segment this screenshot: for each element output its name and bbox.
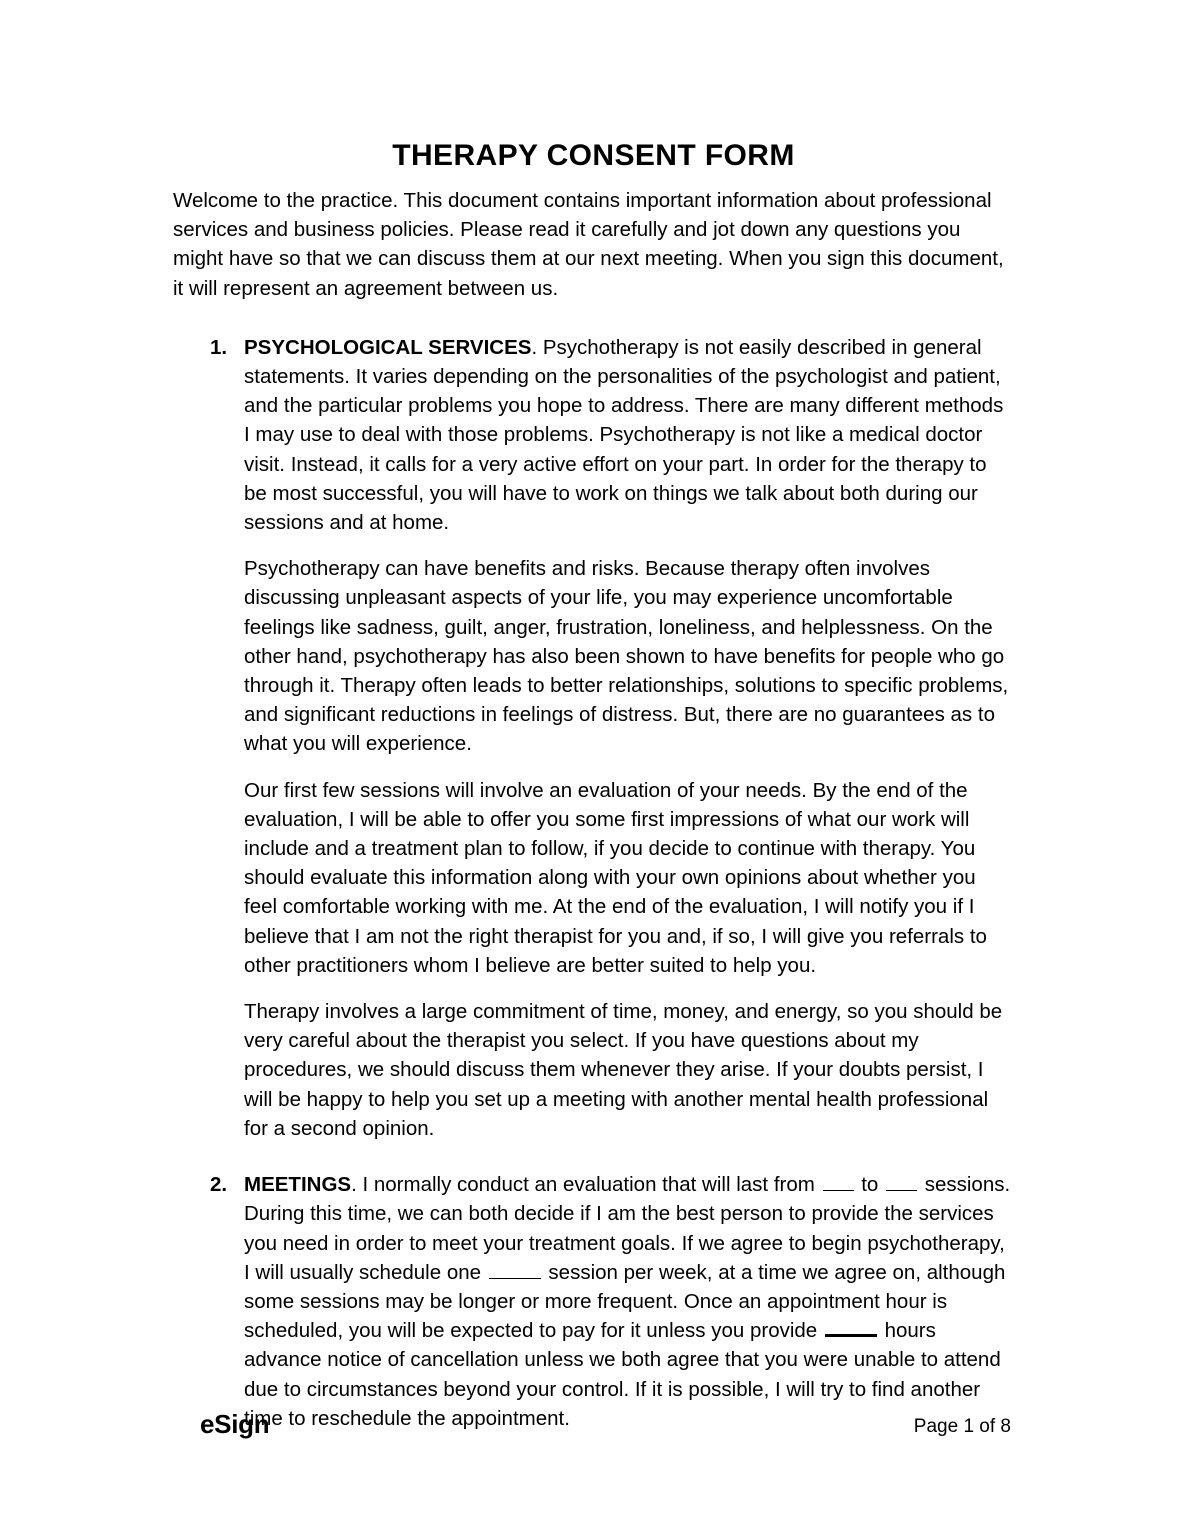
section-1-paragraph-3: Our first few sessions will involve an evaluation of your needs. By the end of the evaluation, I will be able to offer you some first impressions of what our work will include and a treatment plan to follow, if you decide to continue with therapy. You should evaluate this information along with your own opinions about whether you feel comfortable working with me. At the end of the evaluation, I will notify you if I believe that I am not the right therapist for you and, if so, I will give you referrals to other practitioners whom I believe are better suited to help you. [244, 778, 987, 977]
page-footer [173, 1408, 1011, 1448]
numbered-sections [173, 333, 1011, 1433]
section-2-text-segment-2: to [855, 1173, 885, 1197]
evaluation-min-sessions-blank[interactable] [823, 1175, 854, 1191]
section-1-lead-text: . Psychotherapy is not easily described in general statements. It varies depending on the personalities of the psychologist and patient, and the particular problems you hope to address. There are many different methods I may use to deal with those problems. Psychotherapy is not like a medical doctor visit. Instead, it calls for a very active effort on your part. In order for the therapy to be most successful, you will have to work on things we talk about both during our sessions and at home. [244, 335, 1004, 535]
section-1-paragraph-4: Therapy involves a large commitment of time, money, and energy, so you should be very careful about the therapist you select. If you have questions about my procedures, we should discuss them whenever they arise. If your doubts persist, I will be happy to help you set up a meeting with another mental health professional for a second opinion. [244, 1000, 1003, 1140]
document-body [173, 186, 1011, 1433]
section-1-paragraph-2: Psychotherapy can have benefits and risks. Because therapy often involves discussing unpleasant aspects of your life, you may experience uncomfortable feelings like sadness, guilt, anger, frustration, loneliness, and helplessness. On the other hand, psychotherapy has also been shown to have benefits for people who go through it. Therapy often leads to better relationships, solutions to specific problems, and significant reductions in feelings of distress. But, there are no guarantees as to what you will experience. [244, 557, 1009, 756]
section-2-text-segment-1: . I normally conduct an evaluation that will last from [351, 1173, 821, 1197]
section-meetings [173, 1170, 1011, 1433]
cancellation-notice-hours-blank[interactable] [825, 1319, 877, 1337]
section-psychological-services [173, 333, 1011, 1143]
section-2-text-segment-5: hours advance notice of cancellation unless we both agree that you were unable to attend due to circumstances beyond your control. If it is possible, I will try to find another time to reschedule the appointment. [244, 1319, 1001, 1430]
section-2-number: 2. [210, 1173, 228, 1197]
section-2-heading: MEETINGS [244, 1173, 352, 1197]
page-title: THERAPY CONSENT FORM [392, 139, 795, 173]
esign-logo: eSign [200, 1409, 270, 1439]
page-number-label: Page 1 of 8 [913, 1416, 1011, 1437]
session-duration-blank[interactable] [489, 1263, 541, 1279]
intro-paragraph: Welcome to the practice. This document contains important information about professional services and business policies. Please read it carefully and jot down any questions you might have so that we can discuss them at our next meeting. When you sign this document, it will represent an agreement between us. [173, 189, 1004, 300]
section-1-number: 1. [210, 335, 228, 359]
section-2-paragraph-1 [244, 1170, 1011, 1433]
section-1-paragraph-1 [244, 333, 1011, 537]
evaluation-max-sessions-blank[interactable] [886, 1175, 917, 1191]
section-2-text-segment-4: session per week, at a time we agree on, although some sessions may be longer or more frequent. Once an appointment hour is scheduled, you will be expected to pay for it unless you provide [244, 1260, 1006, 1343]
section-2-text-segment-3: sessions. During this time, we can both decide if I am the best person to provide the services you need in order to meet your treatment goals. If we agree to begin psychotherapy, I will usually schedule one [244, 1173, 1011, 1284]
section-1-heading: PSYCHOLOGICAL SERVICES [244, 335, 532, 359]
